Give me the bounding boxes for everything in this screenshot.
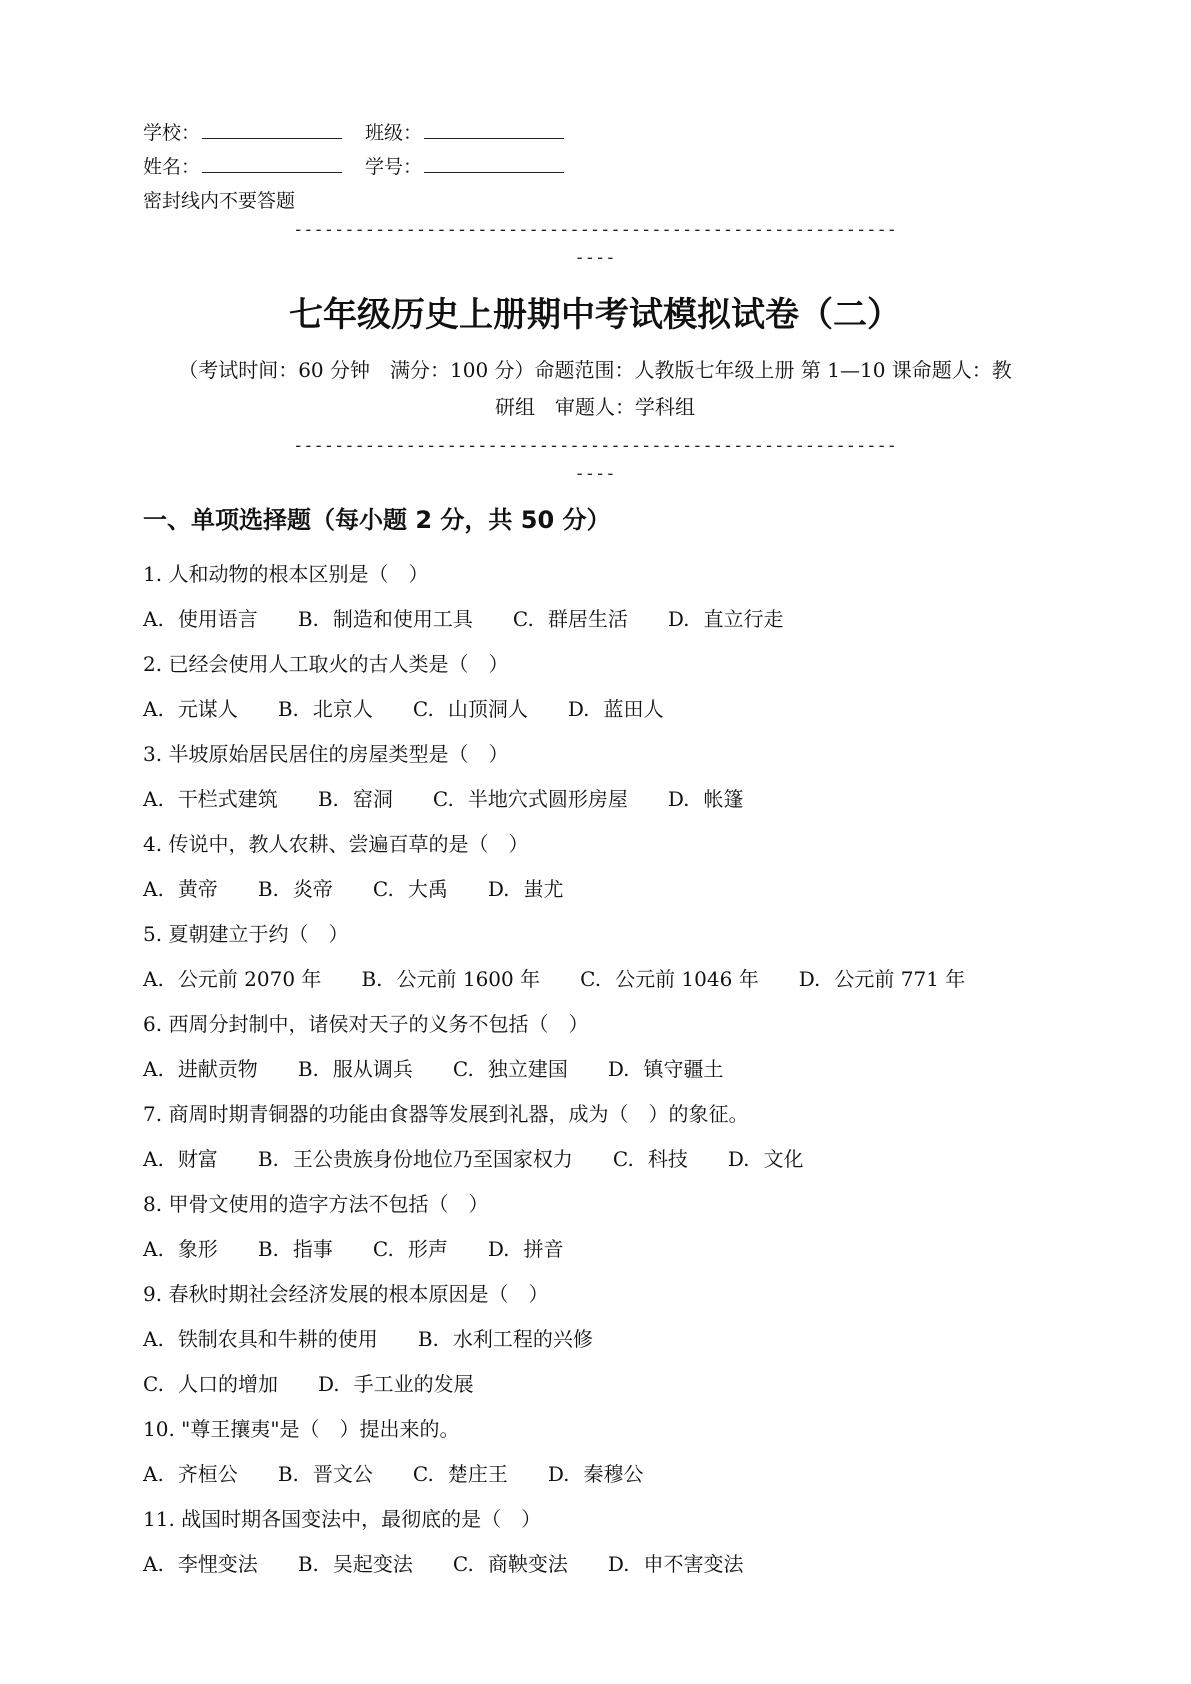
- option-letter: C.: [372, 1237, 394, 1261]
- answer-option[interactable]: [580, 957, 759, 1002]
- class-blank[interactable]: [424, 120, 564, 139]
- option-letter: A.: [143, 607, 164, 631]
- answer-option[interactable]: [143, 1137, 218, 1182]
- option-letter: D.: [798, 967, 821, 991]
- question-stem: 4. 传说中，教人农耕、尝遍百草的是（ ）: [143, 832, 529, 856]
- option-row: [143, 1227, 1047, 1272]
- student-id-field: [365, 150, 587, 184]
- question-item: [143, 1497, 1047, 1587]
- section-title: 一、单项选择题（每小题 2 分，共 50 分）: [143, 506, 611, 534]
- option-text: 干栏式建筑: [177, 787, 278, 811]
- exam-meta: [143, 352, 1047, 426]
- answer-option[interactable]: [143, 1227, 218, 1272]
- question-item: [143, 1407, 1047, 1497]
- option-letter: D.: [567, 697, 590, 721]
- answer-option[interactable]: [453, 1047, 568, 1092]
- option-text: 楚庄王: [447, 1462, 508, 1486]
- option-text: 指事: [292, 1237, 333, 1261]
- option-letter: B.: [417, 1327, 439, 1351]
- answer-option[interactable]: [373, 867, 448, 912]
- answer-option[interactable]: [258, 1137, 573, 1182]
- option-text: 帐篷: [703, 787, 744, 811]
- answer-option[interactable]: [668, 777, 744, 822]
- option-text: 北京人: [312, 697, 373, 721]
- name-label: 姓名：: [143, 156, 201, 178]
- option-letter: B.: [277, 1462, 299, 1486]
- option-text: 吴起变法: [332, 1552, 413, 1576]
- option-text: 齐桓公: [177, 1462, 238, 1486]
- option-letter: D.: [607, 1057, 630, 1081]
- question-stem: 6. 西周分封制中，诸侯对天子的义务不包括（ ）: [143, 1012, 589, 1036]
- answer-option[interactable]: [488, 1227, 564, 1272]
- option-letter: A.: [143, 967, 164, 991]
- option-letter: C.: [452, 1057, 474, 1081]
- option-letter: C.: [512, 607, 534, 631]
- question-stem: 2. 已经会使用人工取火的古人类是（ ）: [143, 652, 509, 676]
- option-letter: C.: [143, 1372, 164, 1396]
- answer-option[interactable]: [143, 1362, 278, 1407]
- question-stem: 10. "尊王攘夷"是（ ）提出来的。: [143, 1417, 460, 1441]
- option-text: 使用语言: [177, 607, 258, 631]
- answer-option[interactable]: [799, 957, 966, 1002]
- question-item: [143, 912, 1047, 1002]
- option-text: 元谋人: [177, 697, 238, 721]
- name-blank[interactable]: [202, 154, 342, 173]
- answer-option[interactable]: [548, 1452, 644, 1497]
- option-letter: D.: [667, 607, 690, 631]
- option-letter: A.: [143, 1237, 164, 1261]
- answer-option[interactable]: [143, 867, 218, 912]
- option-letter: C.: [412, 1462, 434, 1486]
- option-text: 铁制农具和牛耕的使用: [177, 1327, 378, 1351]
- answer-option[interactable]: [418, 1317, 593, 1362]
- option-letter: B.: [297, 1552, 319, 1576]
- header-row-1: [143, 116, 1043, 150]
- option-letter: C.: [432, 787, 454, 811]
- question-stem: 11. 战国时期各国变法中，最彻底的是（ ）: [143, 1507, 542, 1531]
- option-text: 文化: [763, 1147, 804, 1171]
- seal-line-separator-top: [143, 216, 1047, 272]
- option-text: 象形: [177, 1237, 218, 1261]
- option-letter: D.: [667, 787, 690, 811]
- option-letter: A.: [143, 697, 164, 721]
- answer-option[interactable]: [433, 777, 628, 822]
- option-text: 蚩尤: [523, 877, 564, 901]
- option-text: 商鞅变法: [487, 1552, 568, 1576]
- school-field: [143, 116, 365, 150]
- class-field: [365, 116, 587, 150]
- option-text: 黄帝: [177, 877, 218, 901]
- option-text: 李悝变法: [177, 1552, 258, 1576]
- question-item: [143, 1182, 1047, 1272]
- answer-option[interactable]: [513, 597, 628, 642]
- exam-meta-line-2: 研组 审题人：学科组: [495, 395, 695, 419]
- answer-option[interactable]: [278, 687, 373, 732]
- option-text: 申不害变法: [643, 1552, 744, 1576]
- question-stem: 8. 甲骨文使用的造字方法不包括（ ）: [143, 1192, 489, 1216]
- option-text: 形声: [407, 1237, 448, 1261]
- answer-option[interactable]: [668, 597, 784, 642]
- dash-line: -----------------------------------------------------------: [293, 220, 897, 240]
- answer-option[interactable]: [413, 1452, 508, 1497]
- option-letter: A.: [143, 787, 164, 811]
- seal-line-note: 密封线内不要答题: [143, 190, 296, 212]
- option-letter: B.: [257, 1147, 279, 1171]
- option-letter: A.: [143, 1057, 164, 1081]
- school-blank[interactable]: [202, 120, 342, 139]
- answer-option[interactable]: [453, 1542, 568, 1587]
- question-item: [143, 642, 1047, 732]
- option-letter: A.: [143, 1147, 164, 1171]
- answer-option[interactable]: [143, 777, 278, 822]
- answer-option[interactable]: [143, 1542, 258, 1587]
- option-text: 大禹: [407, 877, 448, 901]
- option-text: 公元前 1046 年: [615, 967, 759, 991]
- answer-option[interactable]: [728, 1137, 804, 1182]
- answer-option[interactable]: [143, 957, 321, 1002]
- option-text: 炎帝: [292, 877, 333, 901]
- option-text: 直立行走: [703, 607, 784, 631]
- option-row: [143, 867, 1047, 912]
- option-letter: B.: [257, 877, 279, 901]
- exam-title: 七年级历史上册期中考试模拟试卷（二）: [289, 295, 901, 335]
- question-item: [143, 552, 1047, 642]
- option-letter: C.: [372, 877, 394, 901]
- option-row: [143, 1317, 1047, 1362]
- option-text: 科技: [647, 1147, 688, 1171]
- question-item: [143, 1002, 1047, 1092]
- answer-option[interactable]: [488, 867, 564, 912]
- option-letter: D.: [317, 1372, 340, 1396]
- option-letter: A.: [143, 1462, 164, 1486]
- option-letter: C.: [412, 697, 434, 721]
- option-letter: C.: [612, 1147, 634, 1171]
- option-text: 财富: [177, 1147, 218, 1171]
- option-text: 制造和使用工具: [332, 607, 473, 631]
- option-letter: B.: [257, 1237, 279, 1261]
- option-row: [143, 1452, 1047, 1497]
- option-row: [143, 1137, 1047, 1182]
- answer-option[interactable]: [608, 1542, 744, 1587]
- answer-option[interactable]: [143, 597, 258, 642]
- question-stem: 7. 商周时期青铜器的功能由食器等发展到礼器，成为（ ）的象征。: [143, 1102, 749, 1126]
- answer-option[interactable]: [143, 1047, 258, 1092]
- answer-option[interactable]: [318, 777, 393, 822]
- option-text: 公元前 1600 年: [396, 967, 541, 991]
- option-letter: B.: [317, 787, 339, 811]
- seal-line-separator-bottom: [143, 432, 1047, 488]
- option-row: [143, 1362, 1047, 1407]
- question-stem: 3. 半坡原始居民居住的房屋类型是（ ）: [143, 742, 509, 766]
- question-stem: 5. 夏朝建立于约（ ）: [143, 922, 349, 946]
- answer-option[interactable]: [361, 957, 540, 1002]
- student-id-label: 学号：: [365, 156, 423, 178]
- option-letter: B.: [277, 697, 299, 721]
- option-letter: B.: [361, 967, 383, 991]
- dash-line-tail: ----: [574, 248, 616, 268]
- option-text: 公元前 771 年: [834, 967, 966, 991]
- question-item: [143, 822, 1047, 912]
- option-letter: C.: [580, 967, 602, 991]
- answer-option[interactable]: [143, 1317, 378, 1362]
- option-letter: A.: [143, 877, 164, 901]
- answer-option[interactable]: [298, 597, 473, 642]
- answer-option[interactable]: [608, 1047, 724, 1092]
- option-letter: A.: [143, 1327, 164, 1351]
- option-letter: B.: [297, 1057, 319, 1081]
- question-item: [143, 732, 1047, 822]
- dash-line: -----------------------------------------------------------: [293, 436, 897, 456]
- answer-option[interactable]: [613, 1137, 688, 1182]
- option-text: 王公贵族身份地位乃至国家权力: [292, 1147, 573, 1171]
- option-text: 窑洞: [352, 787, 393, 811]
- option-letter: D.: [547, 1462, 570, 1486]
- option-text: 进献贡物: [177, 1057, 258, 1081]
- option-text: 人口的增加: [177, 1372, 278, 1396]
- question-item: [143, 1092, 1047, 1182]
- question-item: [143, 1272, 1047, 1407]
- header-row-2: [143, 150, 1043, 184]
- answer-option[interactable]: [298, 1047, 413, 1092]
- exam-meta-line-1: （考试时间：60 分钟 满分：100 分）命题范围：人教版七年级上册 第 1—10 课命题人：教: [178, 358, 1012, 382]
- answer-option[interactable]: [143, 1452, 238, 1497]
- answer-option[interactable]: [373, 1227, 448, 1272]
- answer-option[interactable]: [278, 1452, 373, 1497]
- option-text: 晋文公: [312, 1462, 373, 1486]
- option-text: 群居生活: [547, 607, 628, 631]
- option-text: 半地穴式圆形房屋: [467, 787, 628, 811]
- option-row: [143, 1542, 1047, 1587]
- option-text: 蓝田人: [603, 697, 664, 721]
- student-info-header: [143, 116, 1043, 218]
- answer-option[interactable]: [318, 1362, 474, 1407]
- option-letter: B.: [297, 607, 319, 631]
- option-row: [143, 687, 1047, 732]
- dash-line-tail: ----: [574, 464, 616, 484]
- option-text: 手工业的发展: [353, 1372, 474, 1396]
- answer-option[interactable]: [568, 687, 664, 732]
- option-text: 秦穆公: [583, 1462, 644, 1486]
- option-letter: A.: [143, 1552, 164, 1576]
- name-field: [143, 150, 365, 184]
- option-row: [143, 1047, 1047, 1092]
- question-stem: 1. 人和动物的根本区别是（ ）: [143, 562, 429, 586]
- option-row: [143, 777, 1047, 822]
- class-label: 班级：: [365, 122, 423, 144]
- answer-option[interactable]: [258, 867, 333, 912]
- answer-option[interactable]: [143, 687, 238, 732]
- answer-option[interactable]: [258, 1227, 333, 1272]
- option-letter: D.: [487, 1237, 510, 1261]
- option-letter: C.: [452, 1552, 474, 1576]
- option-text: 拼音: [523, 1237, 564, 1261]
- answer-option[interactable]: [298, 1542, 413, 1587]
- option-row: [143, 957, 1047, 1002]
- question-list: [143, 552, 1047, 1587]
- answer-option[interactable]: [413, 687, 528, 732]
- student-id-blank[interactable]: [424, 154, 564, 173]
- question-stem: 9. 春秋时期社会经济发展的根本原因是（ ）: [143, 1282, 549, 1306]
- option-letter: D.: [487, 877, 510, 901]
- option-text: 独立建国: [487, 1057, 568, 1081]
- option-text: 服从调兵: [332, 1057, 413, 1081]
- option-text: 镇守疆土: [643, 1057, 724, 1081]
- school-label: 学校：: [143, 122, 201, 144]
- option-letter: D.: [607, 1552, 630, 1576]
- option-text: 水利工程的兴修: [452, 1327, 593, 1351]
- option-text: 山顶洞人: [447, 697, 528, 721]
- option-row: [143, 597, 1047, 642]
- option-text: 公元前 2070 年: [177, 967, 322, 991]
- option-letter: D.: [727, 1147, 750, 1171]
